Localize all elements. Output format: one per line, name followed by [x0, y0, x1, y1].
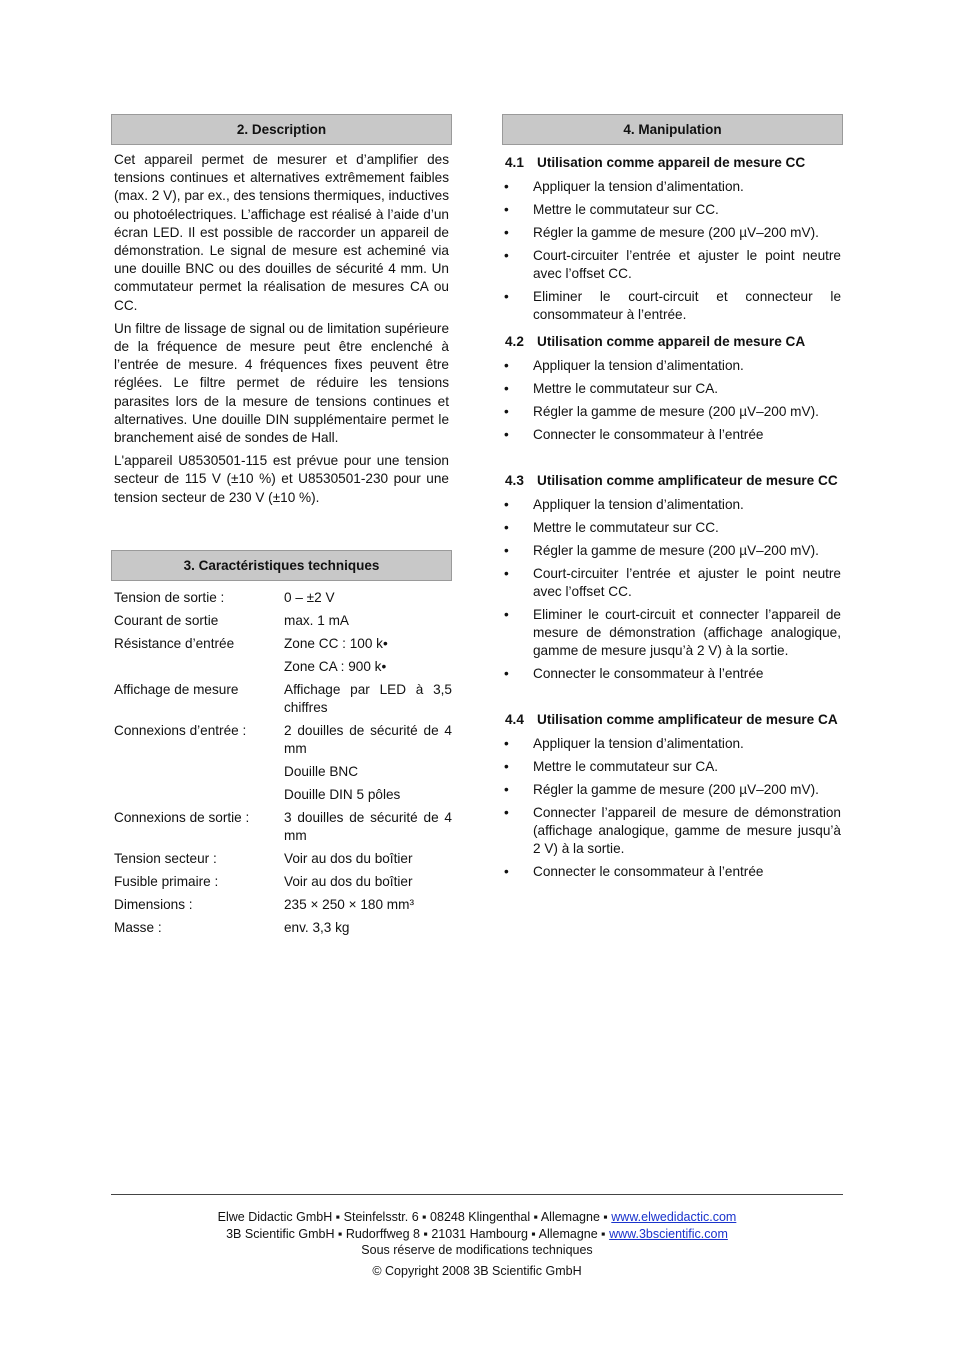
list-item-text: Appliquer la tension d’alimentation. — [533, 358, 744, 373]
elwedidactic-link[interactable]: www.elwedidactic.com — [611, 1210, 737, 1224]
description-paragraph: Cet appareil permet de mesurer et d’amplifier des tensions continues et alternatives extrêmement faibles (max. 2 V), par ex., des tensions thermiques, inductives ou photoélectriques. L’affichage est réalisé à l’aide d’un écran LED. Il est possible de raccorder un appareil de démonstration. Le signal de mesure est acheminé via une douille BNC ou des douilles de sécurité 4 mm. Un commutateur permet la réalisation de mesures CA ou CC. — [114, 152, 449, 313]
spec-label: Dimensions : — [114, 896, 193, 912]
footer-line-3b: 3B Scientific GmbH ▪ Rudorffweg 8 ▪ 21031 Hambourg ▪ Allemagne ▪ www.3bscientific.com — [226, 1226, 728, 1241]
bullet-icon: • — [504, 543, 509, 558]
spec-label — [114, 658, 284, 681]
spec-row — [114, 809, 452, 850]
bullet-icon: • — [504, 179, 509, 194]
step-list — [502, 357, 843, 444]
list-item — [502, 201, 843, 219]
subsection-number: 4.4 — [505, 712, 524, 727]
footer-copyright: © Copyright 2008 3B Scientific GmbH — [372, 1263, 582, 1278]
spec-label: Courant de sortie — [114, 612, 219, 628]
list-item — [502, 247, 843, 283]
spec-row — [114, 681, 452, 722]
spec-row — [114, 635, 452, 658]
bullet-icon: • — [504, 497, 509, 512]
bullet-icon: • — [504, 782, 509, 797]
spec-value: max. 1 mA — [284, 612, 349, 628]
list-item — [502, 804, 843, 858]
spec-value: env. 3,3 kg — [284, 919, 350, 935]
specs-table — [114, 589, 452, 942]
list-item-text: Eliminer le court-circuit et connecteur le consommateur à l’entrée. — [533, 289, 841, 322]
list-item-text: Court-circuiter l’entrée et ajuster le point neutre avec l’offset CC. — [533, 248, 841, 281]
list-item-text: Connecter le consommateur à l’entrée — [533, 427, 764, 442]
spec-value: 235 × 250 × 180 mm³ — [284, 896, 414, 912]
footer-line-elwe: Elwe Didactic GmbH ▪ Steinfelsstr. 6 ▪ 08248 Klingenthal ▪ Allemagne ▪ www.elwedidactic.com — [217, 1210, 737, 1224]
spec-row — [114, 873, 452, 896]
subsection-heading — [505, 472, 843, 490]
bullet-icon: • — [504, 759, 509, 774]
spec-value: Voir au dos du boîtier — [284, 850, 413, 866]
spec-label: Fusible primaire : — [114, 873, 219, 889]
subsection-title: Utilisation comme appareil de mesure CC — [537, 155, 806, 170]
spec-label — [114, 763, 284, 786]
subsection-heading — [505, 154, 843, 172]
list-item-text: Appliquer la tension d’alimentation. — [533, 736, 744, 751]
spec-label: Affichage de mesure — [114, 681, 239, 697]
spec-value: 2 douilles de sécurité de 4 mm — [284, 722, 452, 756]
bullet-icon: • — [504, 225, 509, 240]
bullet-icon: • — [504, 666, 509, 681]
spec-row — [114, 850, 452, 873]
spec-value: Douille BNC — [284, 763, 359, 779]
list-item-text: Mettre le commutateur sur CC. — [533, 202, 719, 217]
bullet-icon: • — [504, 566, 509, 581]
bullet-icon: • — [504, 248, 509, 263]
bullet-icon: • — [504, 607, 509, 622]
bullet-icon: • — [504, 520, 509, 535]
spec-label: Masse : — [114, 919, 162, 935]
bullet-icon: • — [504, 404, 509, 419]
spec-row — [114, 919, 452, 942]
list-item — [502, 542, 843, 560]
spec-label: Résistance d’entrée — [114, 635, 235, 651]
list-item-text: Connecter le consommateur à l’entrée — [533, 864, 764, 879]
list-item — [502, 665, 843, 683]
3bscientific-link[interactable]: www.3bscientific.com — [609, 1226, 728, 1241]
list-item-text: Appliquer la tension d’alimentation. — [533, 179, 744, 194]
spec-value: Affichage par LED à 3,5 chiffres — [284, 681, 452, 715]
list-item-text: Mettre le commutateur sur CA. — [533, 381, 719, 396]
subsection-number: 4.2 — [505, 334, 524, 349]
footer — [111, 1209, 843, 1279]
bullet-icon: • — [504, 358, 509, 373]
spec-value: 0 – ±2 V — [284, 589, 335, 605]
spec-value: Zone CA : 900 k• — [284, 658, 387, 674]
bullet-icon: • — [504, 289, 509, 304]
list-item — [502, 178, 843, 196]
manipulation-heading: 4. Manipulation — [502, 114, 843, 145]
list-item — [502, 758, 843, 776]
list-item — [502, 781, 843, 799]
bullet-icon: • — [504, 202, 509, 217]
bullet-icon: • — [504, 736, 509, 751]
subsection-number: 4.1 — [505, 155, 524, 170]
list-item-text: Régler la gamme de mesure (200 µV–200 mV). — [533, 782, 819, 797]
list-item-text: Connecter le consommateur à l’entrée — [533, 666, 764, 681]
spec-row — [114, 589, 452, 612]
bullet-icon: • — [504, 427, 509, 442]
manipulation-body — [502, 154, 843, 881]
spec-row — [114, 722, 452, 763]
description-paragraph: L'appareil U8530501-115 est prévue pour une tension secteur de 115 V (±10 %) et U8530501-230 pour une tension secteur de 230 V (±10 %). — [114, 453, 449, 505]
subsection-title: Utilisation comme amplificateur de mesure CA — [537, 712, 838, 727]
list-item — [502, 519, 843, 537]
spec-row — [114, 786, 452, 809]
description-heading: 2. Description — [111, 114, 452, 145]
list-item — [502, 380, 843, 398]
spec-row — [114, 763, 452, 786]
list-item — [502, 606, 843, 660]
list-item-text: Régler la gamme de mesure (200 µV–200 mV). — [533, 225, 819, 240]
subsection-number: 4.3 — [505, 473, 524, 488]
list-item-text: Appliquer la tension d’alimentation. — [533, 497, 744, 512]
list-item-text: Connecter l’appareil de mesure de démonstration (affichage analogique, gamme de mesure jusqu’à 2 V) à la sortie. — [533, 805, 841, 856]
spec-value: Zone CC : 100 k• — [284, 635, 388, 651]
footer-notice: Sous réserve de modifications techniques — [361, 1243, 593, 1257]
description-paragraph: Un filtre de lissage de signal ou de limitation supérieure de la fréquence de mesure peut être enclenché à l’entrée de mesure. 4 fréquences fixes peuvent être réglées. Le filtre permet de réduire les tensions parasites lors de la mesure de tensions continues et alternatives. Une douille DIN supplémentaire permet le branchement aisé de sondes de Hall. — [114, 320, 449, 446]
footer-divider — [111, 1194, 843, 1195]
list-item — [502, 496, 843, 514]
list-item-text: Mettre le commutateur sur CC. — [533, 520, 719, 535]
bullet-icon: • — [504, 805, 509, 820]
spec-value: Voir au dos du boîtier — [284, 873, 413, 889]
list-item — [502, 288, 843, 324]
left-column — [111, 114, 452, 942]
subsection-heading — [505, 711, 843, 729]
list-item-text: Mettre le commutateur sur CA. — [533, 759, 719, 774]
spec-row — [114, 658, 452, 681]
spec-label — [114, 786, 284, 809]
right-column — [502, 114, 843, 886]
list-item — [502, 565, 843, 601]
list-item — [502, 224, 843, 242]
subsection-title: Utilisation comme appareil de mesure CA — [537, 334, 806, 349]
step-list — [502, 735, 843, 881]
subsection-heading — [505, 333, 843, 351]
list-item — [502, 357, 843, 375]
list-item-text: Régler la gamme de mesure (200 µV–200 mV). — [533, 404, 819, 419]
spec-value: 3 douilles de sécurité de 4 mm — [284, 809, 452, 843]
step-list — [502, 496, 843, 683]
list-item-text: Régler la gamme de mesure (200 µV–200 mV). — [533, 543, 819, 558]
list-item — [502, 863, 843, 881]
spec-label: Connexions de sortie : — [114, 809, 250, 825]
list-item-text: Eliminer le court-circuit et connecter l’appareil de mesure de démonstration (affichage analogique, gamme de mesure jusqu’à 2 V) à la sortie. — [533, 607, 841, 658]
spec-label: Tension de sortie : — [114, 589, 225, 605]
section-spacer — [502, 449, 843, 463]
spec-label: Connexions d’entrée : — [114, 722, 247, 738]
spec-row — [114, 612, 452, 635]
list-item — [502, 403, 843, 421]
section-spacer — [502, 688, 843, 702]
step-list — [502, 178, 843, 324]
bullet-icon: • — [504, 864, 509, 879]
list-item — [502, 426, 843, 444]
list-item — [502, 735, 843, 753]
list-item-text: Court-circuiter l’entrée et ajuster le point neutre avec l’offset CC. — [533, 566, 841, 599]
specs-heading: 3. Caractéristiques techniques — [111, 550, 452, 581]
subsection-title: Utilisation comme amplificateur de mesure CC — [537, 473, 838, 488]
bullet-icon: • — [504, 381, 509, 396]
spec-row — [114, 896, 452, 919]
spec-value: Douille DIN 5 pôles — [284, 786, 401, 802]
spec-label: Tension secteur : — [114, 850, 217, 866]
